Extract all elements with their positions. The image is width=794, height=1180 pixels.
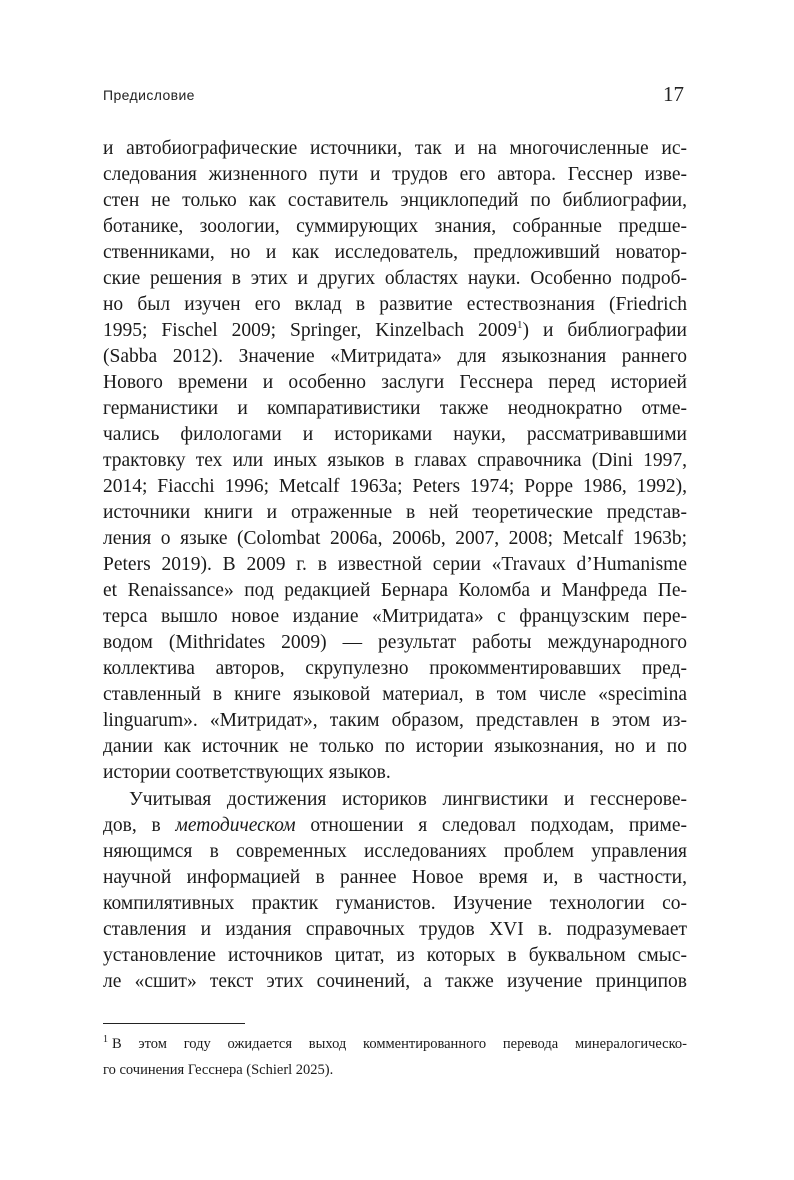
text-line: ления о языке (Colombat 2006a, 2006b, 2007, 2008; Metcalf 1963b; — [103, 528, 687, 549]
footnote-divider — [103, 1023, 245, 1024]
text-line: (Sabba 2012). Значение «Митридата» для языкознания раннего — [103, 346, 687, 367]
text-segment: отношении я следовал подходам, приме- — [295, 815, 687, 836]
text-line: и автобиографические источники, так и на многочисленные ис- — [103, 138, 687, 159]
paragraph-2 — [103, 787, 687, 995]
running-header-title: Предисловие — [103, 87, 195, 103]
page-number: 17 — [663, 82, 684, 106]
text-line: ственниками, но и как исследователь, предложивший новатор- — [103, 242, 687, 263]
text-line: Peters 2019). В 2009 г. в известной серии «Travaux d’Humanisme — [103, 554, 687, 575]
text-line: Нового времени и особенно заслуги Гесснера перед историей — [103, 372, 687, 393]
text-line: дании как источник не только по истории языкознания, но и по — [103, 736, 687, 757]
footnote — [103, 1034, 687, 1081]
main-text — [103, 136, 687, 995]
text-line: ботанике, зоологии, суммирующих знания, собранные предше- — [103, 216, 687, 237]
text-line: ставленный в книге языковой материал, в том числе «specimina — [103, 684, 687, 705]
text-line: терса вышло новое издание «Митридата» с французским пере- — [103, 606, 687, 627]
text-line: 2014; Fiacchi 1996; Metcalf 1963a; Peters 1974; Poppe 1986, 1992), — [103, 476, 687, 497]
text-line: Учитывая достижения историков лингвистики и гесснерове- — [129, 789, 687, 810]
text-line: источники книги и отраженные в ней теоретические представ- — [103, 502, 687, 523]
text-line: водом (Mithridates 2009) — результат работы международного — [103, 632, 687, 653]
text-line: ле «сшит» текст этих сочинений, а также изучение принципов — [103, 971, 687, 992]
text-line: ские решения в этих и других областях науки. Особенно подроб- — [103, 268, 687, 289]
text-line: ставления и издания справочных трудов XVI в. подразумевает — [103, 919, 687, 940]
text-line: но был изучен его вклад в развитие естествознания (Friedrich — [103, 294, 687, 315]
footnote-reference[interactable]: 1 — [517, 319, 523, 331]
text-segment: ) и библиографии — [522, 320, 687, 341]
text-line: компилятивных практик гуманистов. Изучение технологии со- — [103, 893, 687, 914]
text-line-with-emphasis — [103, 813, 687, 839]
paragraph-1 — [103, 136, 687, 786]
footnote-line: го сочинения Гесснера (Schierl 2025). — [103, 1062, 334, 1078]
text-line: трактовку тех или иных языков в главах справочника (Dini 1997, — [103, 450, 687, 471]
text-line: стен не только как составитель энциклопедий по библиографии, — [103, 190, 687, 211]
text-line: linguarum». «Митридат», таким образом, представлен в этом из- — [103, 710, 687, 731]
text-segment: В этом году ожидается выход комментированного перевода минералогическо- — [112, 1036, 687, 1052]
text-segment: дов, в — [103, 815, 176, 836]
text-line-with-footnote — [103, 318, 687, 344]
text-line: истории соответствующих языков. — [103, 762, 391, 783]
text-line: германистики и компаративистики также неоднократно отме- — [103, 398, 687, 419]
text-line: установление источников цитат, из которых в буквальном смыс- — [103, 945, 687, 966]
emphasized-word: методическом — [175, 815, 296, 836]
text-line: научной информацией в раннее Новое время и, в частности, — [103, 867, 687, 888]
footnote-number: 1 — [103, 1034, 108, 1045]
text-line: следования жизненного пути и трудов его автора. Гесснер изве- — [103, 164, 687, 185]
text-line: коллектива авторов, скрупулезно прокомментировавших пред- — [103, 658, 687, 679]
text-line: et Renaissance» под редакцией Бернара Коломба и Манфреда Пе- — [103, 580, 687, 601]
text-line: няющимся в современных исследованиях проблем управления — [103, 841, 687, 862]
footnote-line — [103, 1034, 687, 1060]
text-segment: 1995; Fischel 2009; Springer, Kinzelbach 2009 — [103, 320, 518, 341]
text-line: чались филологами и историками науки, рассматривавшими — [103, 424, 687, 445]
